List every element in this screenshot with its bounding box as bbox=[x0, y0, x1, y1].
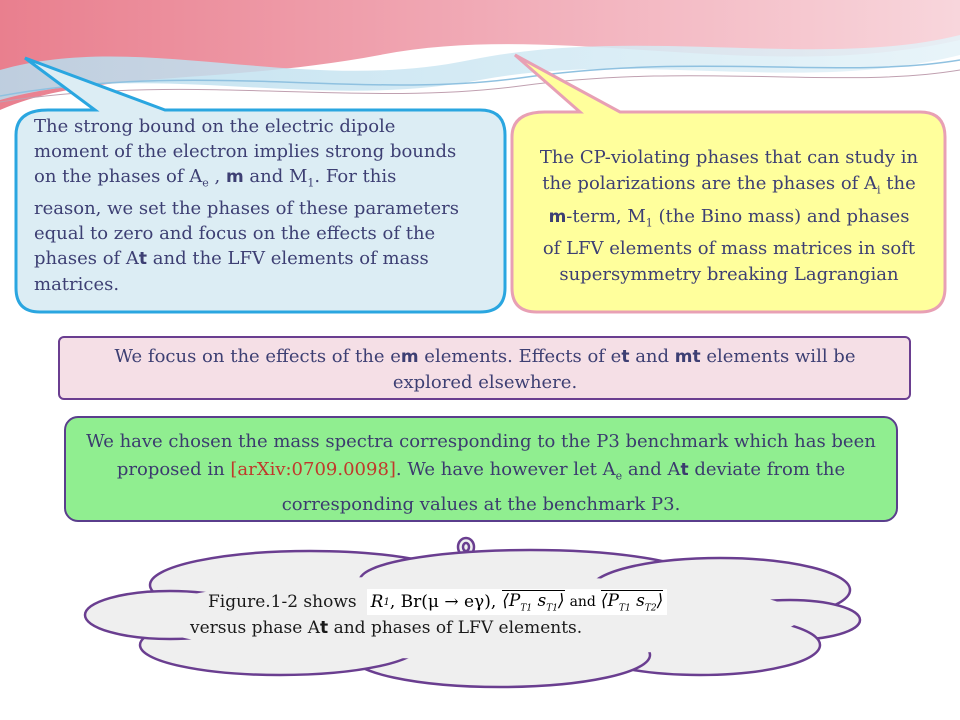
formula-box: R 1 , Br(μ → eγ), $⟨P_{T1}$ $s_{T1}⟩$ and $⟨P_{T1}$ $s_{T2}⟩$ bbox=[367, 589, 668, 615]
cloud-line bbox=[190, 588, 790, 616]
left-callout-line: moment of the electron implies strong bounds bbox=[34, 141, 457, 162]
focus-box-line: explored elsewhere. bbox=[392, 372, 578, 393]
benchmark-box-line: corresponding values at the benchmark P3. bbox=[281, 493, 681, 515]
left-callout-line: equal to zero and focus on the effects of the bbox=[34, 222, 436, 244]
focus-box-line: We focus on the effects of the em elements. Effects of et and mt elements will be bbox=[114, 346, 856, 367]
formula-term-2: $⟨P_{T1}$ $s_{T2}⟩$ bbox=[600, 591, 664, 614]
left-callout-line: The strong bound on the electric dipole bbox=[34, 116, 396, 137]
formula-term-1: $⟨P_{T1}$ $s_{T1}⟩$ bbox=[502, 591, 565, 614]
right-callout-line: The CP-violating phases that can study in bbox=[539, 147, 919, 168]
cloud-line: versus phase At and phases of LFV elements. bbox=[190, 618, 583, 638]
left-callout-line: on the phases of $A_e$ , m and $M_1$. For this bbox=[34, 166, 397, 190]
right-callout-line: the polarizations are the phases of $A_i$ the bbox=[542, 173, 916, 197]
symbol-glyph: t bbox=[138, 248, 148, 269]
left-callout-line: reason, we set the phases of these parameters bbox=[34, 197, 459, 219]
benchmark-box-line: We have chosen the mass spectra corresponding to the P3 benchmark which has been bbox=[86, 431, 876, 452]
cloud-text bbox=[190, 588, 790, 638]
left-callout-line: phases of At and the LFV elements of mass bbox=[34, 247, 429, 269]
reference-link[interactable]: [arXiv:0709.0098] bbox=[230, 459, 396, 480]
symbol-glyph: m bbox=[225, 167, 244, 187]
symbol-glyph: mt bbox=[674, 347, 701, 367]
left-callout-line: matrices. bbox=[34, 273, 120, 295]
right-callout-line: m-term, $M_1$ (the Bino mass) and phases bbox=[548, 205, 910, 230]
symbol-glyph: t bbox=[680, 460, 689, 480]
cloud-lead: Figure.1-2 shows bbox=[208, 592, 357, 612]
symbol-glyph: t bbox=[320, 618, 329, 638]
symbol-glyph: m bbox=[548, 206, 567, 227]
symbol-glyph: m bbox=[400, 347, 419, 367]
symbol-glyph: t bbox=[621, 347, 630, 367]
right-callout-line: of LFV elements of mass matrices in soft bbox=[542, 238, 916, 260]
benchmark-box-line: proposed in [arXiv:0709.0098]. We have however let $A_e$ and At deviate from the bbox=[116, 459, 846, 483]
right-callout-line: supersymmetry breaking Lagrangian bbox=[559, 264, 899, 286]
